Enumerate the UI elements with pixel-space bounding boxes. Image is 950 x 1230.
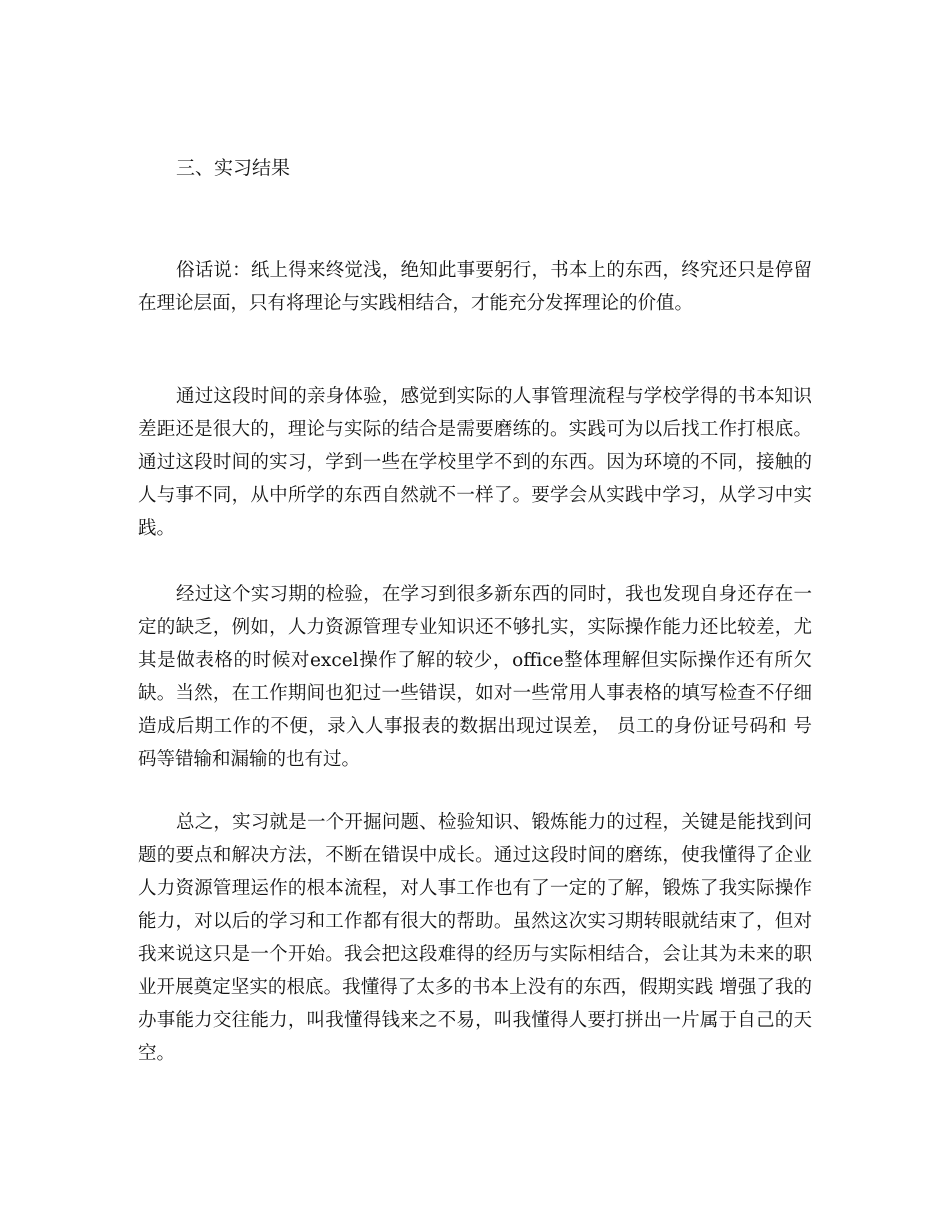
section-heading: 三、实习结果 — [176, 157, 291, 179]
paragraph-shortcomings: 经过这个实习期的检验，在学习到很多新东西的同时，我也发现自身还存在一定的缺乏，例如，人力资源管理专业知识还不够扎实，实际操作能力还比较差，尤其是做表格的时候对excel操作了解的较少，office整体理解但实际操作还有所欠缺。当然，在工作期间也犯过一些错误，如对一些常用人事表格的填写检查不仔细造成后期工作的不便，录入人事报表的数据出现过误差， 员工的身份证号码和 号码等错输和漏输的也有过。 — [138, 584, 812, 770]
paragraph-conclusion: 总之，实习就是一个开掘问题、检验知识、锻炼能力的过程，关键是能找到问题的要点和解决方法，不断在错误中成长。通过这段时间的磨练，使我懂得了企业人力资源管理运作的根本流程，对人事工作也有了一定的了解，锻炼了我实际操作能力，对以后的学习和工作都有很大的帮助。虽然这次实习期转眼就结束了，但对我来说这只是一个开始。我会把这段难得的经历与实际相结合，会让其为未来的职业开展奠定坚实的根底。我懂得了太多的书本上没有的东西，假期实践 增强了我的办事能力交往能力，叫我懂得钱来之不易，叫我懂得人要打拼出一片属于自己的天空。 — [138, 812, 812, 1064]
paragraph-proverb: 俗话说：纸上得来终觉浅，绝知此事要躬行，书本上的东西，终究还只是停留在理论层面，只有将理论与实践相结合，才能充分发挥理论的价值。 — [138, 260, 812, 314]
paragraph-experience: 通过这段时间的亲身体验，感觉到实际的人事管理流程与学校学得的书本知识差距还是很大的，理论与实际的结合是需要磨练的。实践可为以后找工作打根底。通过这段时间的实习，学到一些在学校里学不到的东西。因为环境的不同，接触的人与事不同，从中所学的东西自然就不一样了。要学会从实践中学习，从学习中实践。 — [138, 386, 812, 539]
